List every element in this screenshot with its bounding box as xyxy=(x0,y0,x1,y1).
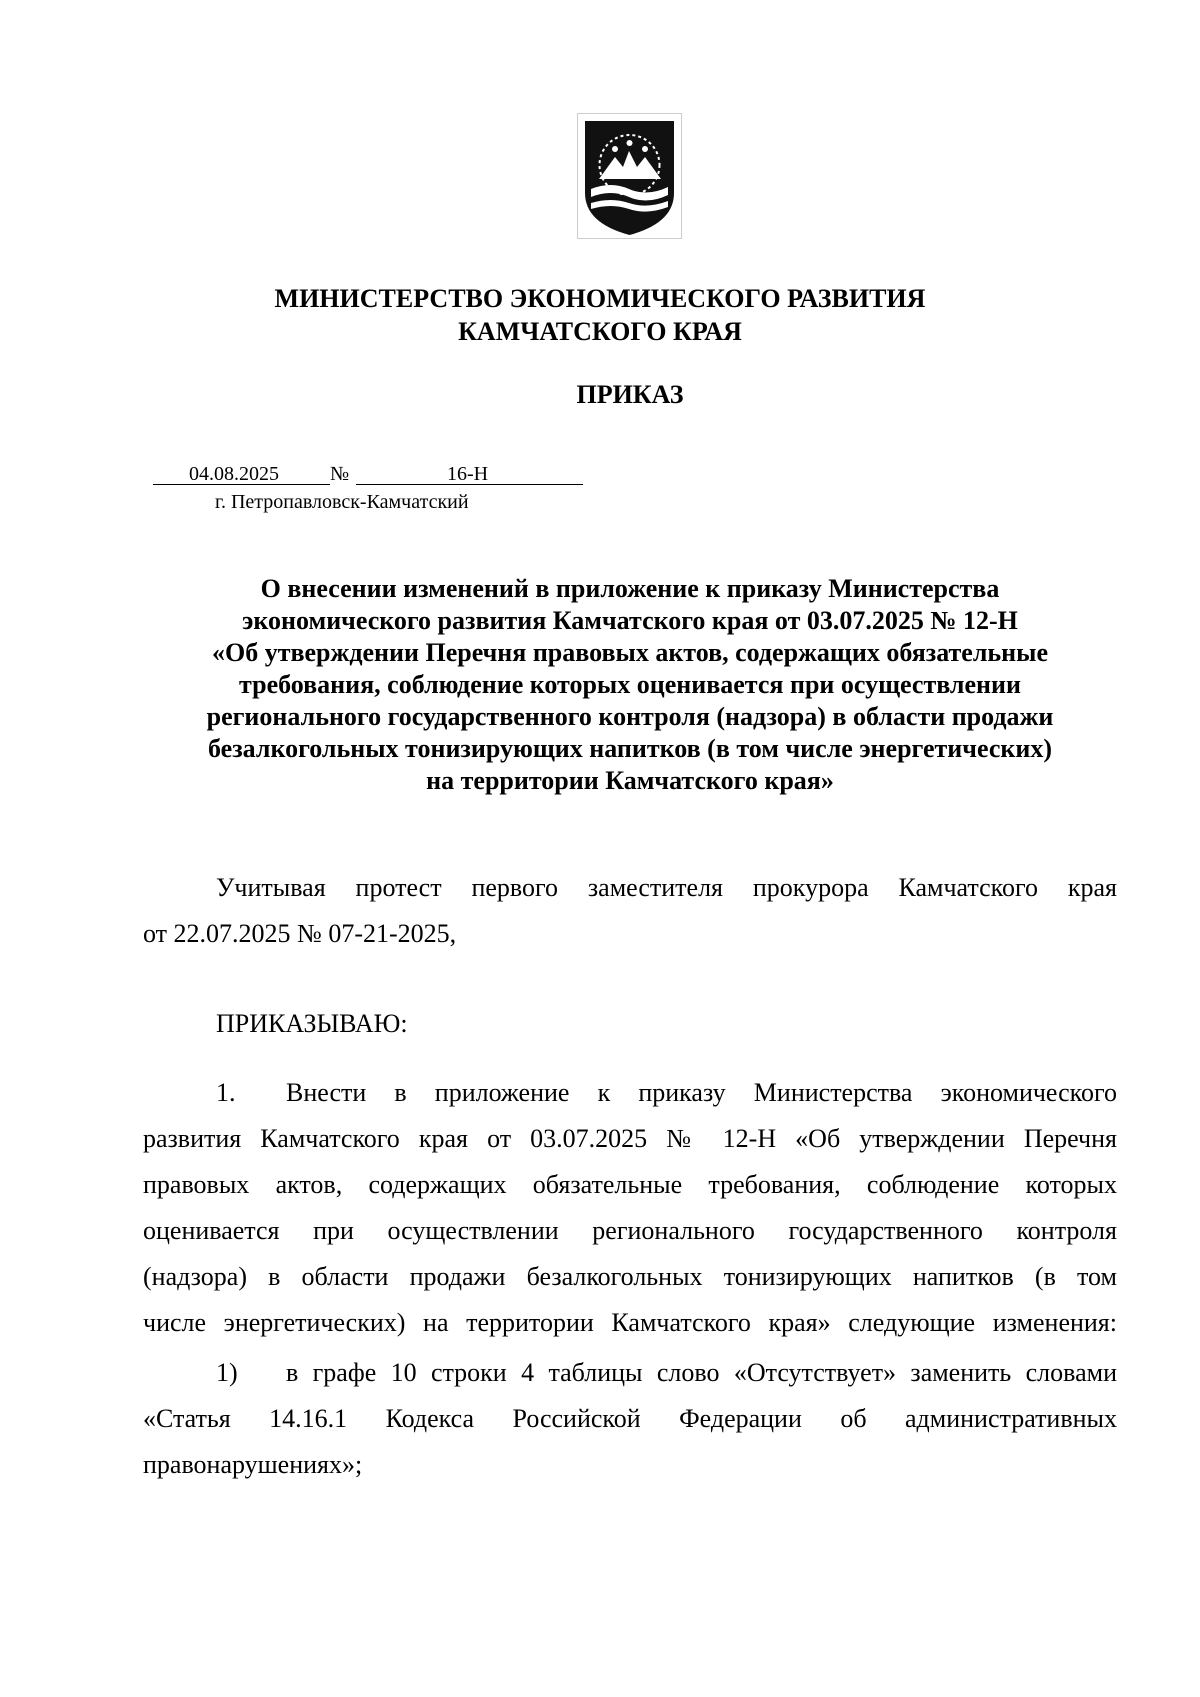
title-line: регионального государственного контроля (надзора) в области продажи xyxy=(206,702,1054,731)
item-1-number: 1. xyxy=(216,1078,236,1107)
item-1-line: развития Камчатского края от 03.07.2025 № 12-Н «Об утверждении Перечня xyxy=(143,1124,1117,1153)
title-line: безалкогольных тонизирующих напитков (в том числе энергетических) xyxy=(208,734,1052,763)
title-line: на территории Камчатского края» xyxy=(426,766,834,795)
order-date: 04.08.2025 xyxy=(189,463,279,485)
subitem-1-line: правонарушениях»; xyxy=(143,1450,363,1479)
ministry-name-line1: МИНИСТЕРСТВО ЭКОНОМИЧЕСКОГО РАЗВИТИЯ xyxy=(274,284,926,313)
subitem-1-line: «Статья 14.16.1 Кодекса Российской Федерации об административных xyxy=(143,1404,1117,1433)
title-line: экономического развития Камчатского края от 03.07.2025 № 12-Н xyxy=(242,606,1018,635)
item-1-line: правовых актов, содержащих обязательные требования, соблюдение которых xyxy=(143,1170,1117,1199)
city-name: г. Петропавловск-Камчатский xyxy=(215,491,469,513)
preamble-paragraph xyxy=(143,865,1117,957)
number-sign: № xyxy=(330,463,350,485)
order-date-number-line xyxy=(153,462,583,488)
item-1-paragraph xyxy=(143,1070,1117,1346)
title-line: требования, соблюдение которых оценивается при осуществлении xyxy=(239,670,1021,699)
item-1-line: числе энергетических) на территории Камчатского края» следующие изменения: xyxy=(143,1308,1117,1337)
kamchatka-coat-of-arms-emblem xyxy=(577,113,682,239)
preamble-line: Учитывая протест первого заместителя прокурора Камчатского края xyxy=(216,873,1117,902)
subitem-1-number: 1) xyxy=(216,1358,238,1387)
order-directive: ПРИКАЗЫВАЮ: xyxy=(216,1009,408,1038)
item-1-line: оценивается при осуществлении регионального государственного контроля xyxy=(143,1216,1117,1245)
subitem-1-line: в графе 10 строки 4 таблицы слово «Отсутствует» заменить словами xyxy=(286,1358,1117,1387)
subitem-1-first-line xyxy=(143,1350,1117,1396)
subitem-1-paragraph xyxy=(143,1350,1117,1488)
title-line: «Об утверждении Перечня правовых актов, содержащих обязательные xyxy=(211,638,1049,667)
preamble-line: от 22.07.2025 № 07-21-2025, xyxy=(143,919,457,948)
document-type: ПРИКАЗ xyxy=(576,380,684,409)
ministry-name-line2: КАМЧАТСКОГО КРАЯ xyxy=(458,317,742,346)
order-number: 16-Н xyxy=(447,463,489,485)
item-1-first-line xyxy=(143,1070,1117,1116)
order-title xyxy=(150,573,1110,797)
item-1-line: (надзора) в области продажи безалкогольных тонизирующих напитков (в том xyxy=(143,1262,1117,1291)
title-line: О внесении изменений в приложение к приказу Министерства xyxy=(260,574,1000,603)
item-1-line: Внести в приложение к приказу Министерства экономического xyxy=(286,1078,1117,1107)
